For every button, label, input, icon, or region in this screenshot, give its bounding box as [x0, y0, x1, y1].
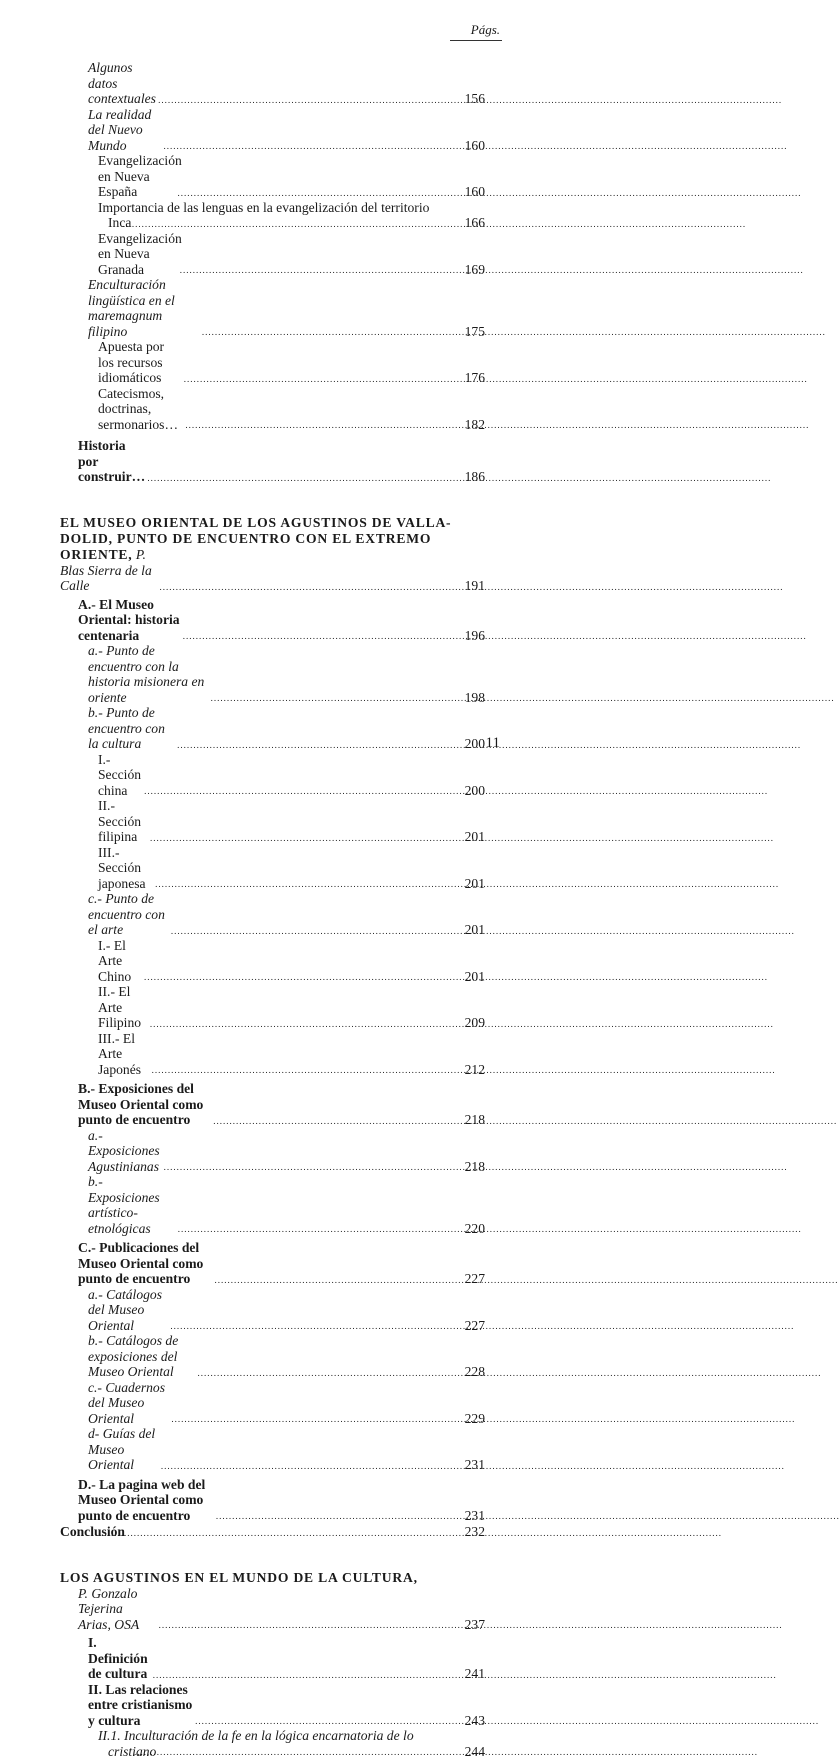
page-ref: 237 — [447, 1617, 485, 1633]
entry-title: I.- El Arte Chino — [98, 938, 142, 985]
dot-leader — [164, 1163, 444, 1171]
page-ref: 212 — [447, 1062, 485, 1078]
page-ref: 209 — [447, 1015, 485, 1031]
dot-leader — [152, 1066, 444, 1074]
toc-entry — [60, 1128, 485, 1175]
dot-leader — [185, 421, 444, 429]
toc-entry — [60, 891, 485, 938]
page-ref: 156 — [447, 91, 485, 107]
page-ref: 201 — [447, 922, 485, 938]
page-ref: 200 — [447, 783, 485, 799]
toc-entry — [60, 107, 485, 154]
entry-title: c.- Punto de encuentro con el arte — [88, 891, 169, 938]
entry-title: Importancia de las lenguas en la evangelización del territorio — [98, 200, 429, 216]
toc-entry — [60, 798, 485, 845]
toc-entry — [60, 1240, 485, 1287]
toc-entry — [60, 597, 485, 644]
toc-entry — [60, 1380, 485, 1427]
page-ref: 231 — [447, 1457, 485, 1473]
dot-leader — [98, 1529, 444, 1537]
section-gap — [60, 1540, 485, 1570]
entry-title: D.- La pagina web del Museo Oriental como punto de encuentro — [78, 1477, 214, 1524]
page-ref: 220 — [447, 1221, 485, 1237]
entry-title: Enculturación lingüística en el maremagnum filipino — [88, 277, 200, 339]
page-ref: 160 — [447, 138, 485, 154]
page-ref: 201 — [447, 876, 485, 892]
dot-leader — [178, 1225, 444, 1233]
toc-entry — [60, 231, 485, 278]
page-ref: 227 — [447, 1318, 485, 1334]
toc-entry — [60, 60, 485, 107]
page-number: 11 — [470, 735, 500, 752]
entry-title: cristiano — [108, 1744, 132, 1759]
entry-title: Inca — [108, 215, 120, 231]
entry-title: II.- Sección filipina — [98, 798, 148, 845]
page-ref: 218 — [447, 1159, 485, 1175]
entry-title: C.- Publicaciones del Museo Oriental como punto de encuentro — [78, 1240, 212, 1287]
page-ref: 186 — [447, 469, 485, 485]
entry-title: b.- Punto de encuentro con la cultura — [88, 705, 175, 752]
entry-title: b.- Exposiciones artístico-etnológicas — [88, 1174, 176, 1236]
toc-entry — [60, 1287, 485, 1334]
dot-leader — [153, 1671, 444, 1679]
page-ref: 191 — [447, 578, 485, 594]
dot-leader — [122, 220, 444, 228]
toc-entry — [60, 277, 485, 339]
page-ref: 241 — [447, 1666, 485, 1682]
page-ref: 196 — [447, 628, 485, 644]
section-2-title-line: ORIENTE, — [60, 547, 133, 562]
header-rule — [450, 40, 502, 41]
entry-title: III.- Sección japonesa — [98, 845, 153, 892]
section-2-title — [60, 515, 485, 594]
dot-leader — [214, 1276, 444, 1284]
entry-title: a.- Punto de encuentro con la historia misionera en oriente — [88, 643, 209, 705]
entry-title: c.- Cuadernos del Museo Oriental — [88, 1380, 169, 1427]
entry-title: II.- El Arte Filipino — [98, 984, 148, 1031]
toc-block-1 — [60, 60, 485, 485]
toc-entry — [60, 938, 485, 985]
dot-leader — [150, 834, 444, 842]
page-ref: 228 — [447, 1364, 485, 1380]
toc-entry — [60, 1728, 485, 1744]
toc-entry — [60, 1174, 485, 1236]
dot-leader — [150, 1020, 444, 1028]
toc-entry — [60, 215, 485, 231]
entry-title: III.- El Arte Japonés — [98, 1031, 150, 1078]
toc-entry — [60, 1333, 485, 1380]
dot-leader — [163, 142, 444, 150]
entry-title: Evangelización en Nueva Granada — [98, 231, 178, 278]
section-2-title-line: DOLID, PUNTO DE ENCUENTRO CON EL EXTREMO — [60, 531, 485, 547]
entry-title: A.- El Museo Oriental: historia centenaria — [78, 597, 181, 644]
toc-entry — [60, 643, 485, 705]
entry-title: Apuesta por los recursos idiomáticos — [98, 339, 182, 386]
dot-leader — [216, 1512, 444, 1520]
dot-leader — [155, 880, 444, 888]
dot-leader — [198, 1369, 444, 1377]
page-ref: 232 — [447, 1524, 485, 1540]
toc-entry — [60, 386, 485, 433]
section-3-entries — [60, 1635, 485, 1759]
entry-title: I. Definición de cultura — [88, 1635, 151, 1682]
page-ref: 175 — [447, 324, 485, 340]
dot-leader — [184, 375, 444, 383]
dot-leader — [171, 927, 444, 935]
page-ref: 176 — [447, 370, 485, 386]
entry-title: I.- Sección china — [98, 752, 142, 799]
entry-title: Evangelización en Nueva España — [98, 153, 176, 200]
section-3-title — [60, 1570, 485, 1633]
page-ref: 243 — [447, 1713, 485, 1729]
dot-leader — [170, 1322, 444, 1330]
dot-leader — [180, 266, 444, 274]
page-ref: 227 — [447, 1271, 485, 1287]
entry-title: Catecismos, doctrinas, sermonarios… — [98, 386, 183, 433]
page-ref: 231 — [447, 1508, 485, 1524]
entry-title: II. Las relaciones entre cristianismo y cultura — [88, 1682, 193, 1729]
dot-leader — [160, 583, 445, 591]
section-2-author: P. Blas Sierra de la Calle — [60, 547, 152, 594]
table-of-contents — [60, 60, 485, 1759]
toc-entry — [60, 1031, 485, 1078]
page-ref: 182 — [447, 417, 485, 433]
toc-entry — [60, 1744, 485, 1759]
section-3-title-line: LOS AGUSTINOS EN EL MUNDO DE LA CULTURA, — [60, 1570, 485, 1586]
page-ref: 169 — [447, 262, 485, 278]
section-gap — [60, 485, 485, 515]
dot-leader — [134, 1748, 444, 1756]
page-ref: 198 — [447, 690, 485, 706]
dot-leader — [211, 694, 444, 702]
dot-leader — [161, 1462, 444, 1470]
dot-leader — [171, 1415, 444, 1423]
dot-leader — [213, 1117, 444, 1125]
dot-leader — [159, 1621, 444, 1629]
toc-entry — [60, 752, 485, 799]
toc-entry — [60, 984, 485, 1031]
toc-entry — [60, 547, 485, 594]
toc-entry — [60, 1586, 485, 1633]
entry-title: B.- Exposiciones del Museo Oriental como punto de encuentro — [78, 1081, 211, 1128]
toc-entry — [60, 1524, 485, 1540]
dot-leader — [144, 973, 444, 981]
toc-entry — [60, 1081, 485, 1128]
entry-title: La realidad del Nuevo Mundo — [88, 107, 161, 154]
dot-leader — [144, 787, 444, 795]
page-ref: 218 — [447, 1112, 485, 1128]
dot-leader — [178, 189, 444, 197]
dot-leader — [158, 96, 444, 104]
pags-header: Págs. — [440, 22, 500, 38]
toc-entry — [60, 1682, 485, 1729]
entry-title: Historia por construir… — [78, 438, 145, 485]
toc-entry — [60, 438, 485, 485]
toc-entry — [60, 705, 485, 752]
dot-leader — [183, 632, 444, 640]
entry-title: II.1. Inculturación de la fe en la lógica encarnatoria de lo — [98, 1728, 414, 1744]
toc-entry — [60, 1477, 485, 1524]
entry-title: Algunos datos contextuales — [88, 60, 156, 107]
page-ref: 201 — [447, 969, 485, 985]
toc-entry — [60, 200, 485, 216]
page-ref: 160 — [447, 184, 485, 200]
dot-leader — [202, 328, 444, 336]
page-ref: 200 — [447, 736, 485, 752]
toc-entry — [60, 1635, 485, 1682]
entry-title: Conclusión — [60, 1524, 96, 1540]
dot-leader — [147, 474, 444, 482]
toc-entry — [60, 1426, 485, 1473]
entry-title: b.- Catálogos de exposiciones del Museo Oriental — [88, 1333, 196, 1380]
dot-leader — [177, 741, 444, 749]
entry-title: a.- Exposiciones Agustinianas — [88, 1128, 162, 1175]
page-ref: 201 — [447, 829, 485, 845]
entry-title: a.- Catálogos del Museo Oriental — [88, 1287, 168, 1334]
toc-entry — [60, 845, 485, 892]
toc-entry — [60, 339, 485, 386]
section-2-title-line: EL MUSEO ORIENTAL DE LOS AGUSTINOS DE VALLA- — [60, 515, 485, 531]
entry-title: d- Guías del Museo Oriental — [88, 1426, 159, 1473]
section-3-author: P. Gonzalo Tejerina Arias, OSA — [78, 1586, 157, 1633]
dot-leader — [195, 1717, 444, 1725]
section-2-entries — [60, 597, 485, 1540]
page-ref: 166 — [447, 215, 485, 231]
toc-entry — [60, 153, 485, 200]
page-ref: 229 — [447, 1411, 485, 1427]
page-ref: 244 — [447, 1744, 485, 1759]
